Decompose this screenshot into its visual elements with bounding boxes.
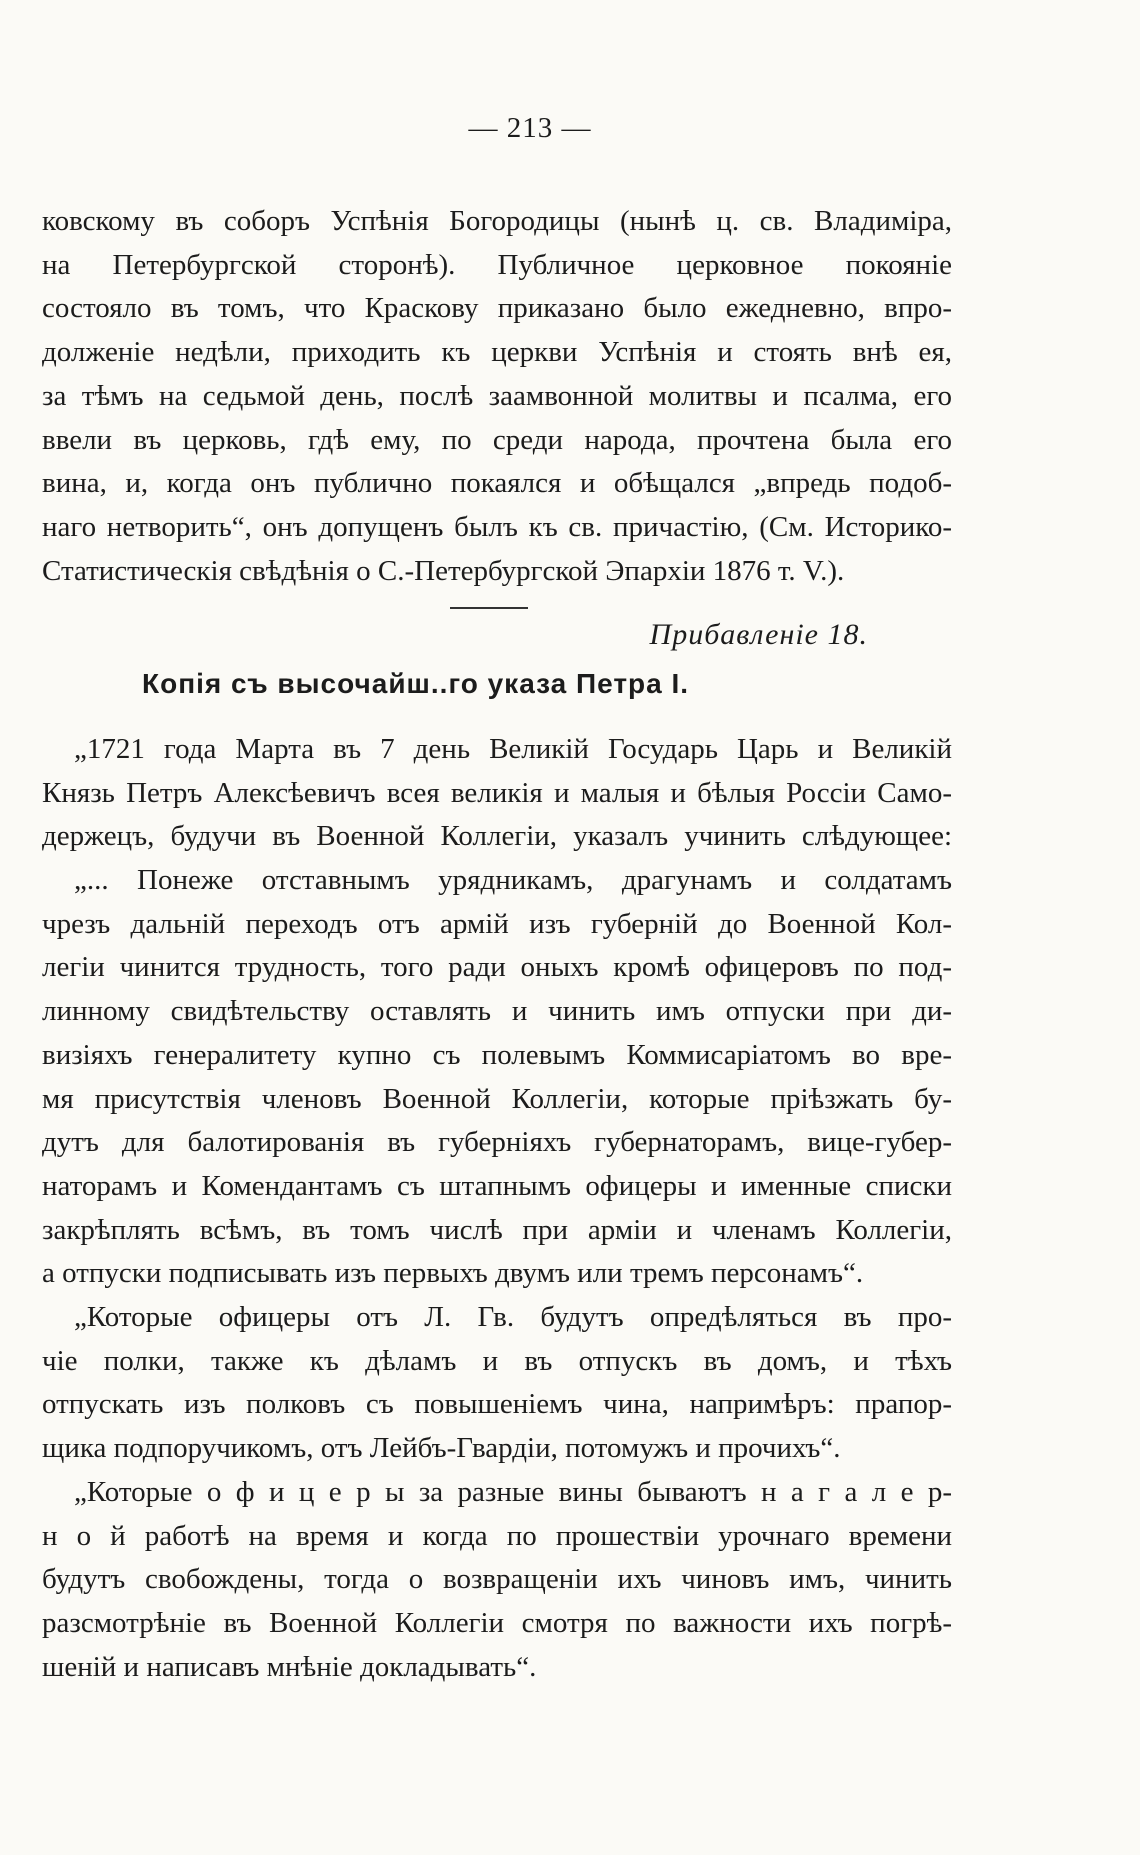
text-line: за тѣмъ на седьмой день, послѣ заамвонной молитвы и псалма, его bbox=[42, 379, 952, 412]
text-line: разсмотрѣніе въ Военной Коллегіи смотря по важности ихъ погрѣ- bbox=[42, 1607, 952, 1640]
text-line: линному свидѣтельству оставлять и чинить имъ отпуски при ди- bbox=[42, 995, 952, 1028]
text-line: „Которые офицеры отъ Л. Гв. будутъ опредѣляться въ про- bbox=[74, 1301, 952, 1333]
section-divider bbox=[450, 607, 528, 609]
text-line: вина, и, когда онъ публично покаялся и обѣщался „впредь подоб- bbox=[42, 467, 952, 500]
text-line: щика подпоручикомъ, отъ Лейбъ-Гвардіи, потомужъ и прочихъ“. bbox=[42, 1432, 841, 1465]
text-line: долженіе недѣли, приходить къ церкви Успѣнія и стоять внѣ ея, bbox=[42, 336, 952, 369]
text-line: чіе полки, также къ дѣламъ и въ отпускъ въ домъ, и тѣхъ bbox=[42, 1344, 952, 1377]
page-number: — 213 — bbox=[468, 112, 592, 144]
decree-paragraph-2 bbox=[42, 859, 952, 1296]
text-line: ковскому въ соборъ Успѣнія Богородицы (нынѣ ц. св. Владиміра, bbox=[42, 205, 952, 237]
text-line: держецъ, будучи въ Военной Коллегіи, указалъ учинить слѣдующее: bbox=[42, 820, 952, 853]
text-line: на Петербургской сторонѣ). Публичное церковное покояніе bbox=[42, 248, 952, 281]
text-line: чрезъ дальній переходъ отъ армій изъ губерній до Военной Кол- bbox=[42, 907, 952, 940]
text-line: „1721 года Марта въ 7 день Великій Государь Царь и Великій bbox=[74, 733, 952, 765]
decree-title: Копія съ высочайш..го указа Петра I. bbox=[142, 668, 690, 699]
decree-paragraph-4 bbox=[42, 1471, 952, 1690]
text-line: Статистическія свѣдѣнія о С.-Петербургской Эпархіи 1876 т. V.). bbox=[42, 554, 845, 587]
text-line: ввели въ церковь, гдѣ ему, по среди народа, прочтена была его bbox=[42, 423, 952, 456]
text-line: наторамъ и Комендантамъ съ штапнымъ офицеры и именные списки bbox=[42, 1169, 952, 1202]
text-line: н о й работѣ на время и когда по прошествіи урочнаго времени bbox=[42, 1519, 952, 1552]
appendix-label: Прибавленіе 18. bbox=[649, 618, 868, 651]
text-line: состояло въ томъ, что Краскову приказано было ежедневно, впро- bbox=[42, 292, 952, 325]
text-line: визіяхъ генералитету купно съ полевымъ Коммисаріатомъ во вре- bbox=[42, 1038, 952, 1071]
text-line: мя присутствія членовъ Военной Коллегіи, которые пріѣзжать бу- bbox=[42, 1082, 952, 1115]
text-line: легіи чинится трудность, того ради оныхъ кромѣ офицеровъ по под- bbox=[42, 951, 952, 984]
text-line: закрѣплять всѣмъ, въ томъ числѣ при арміи и членамъ Коллегіи, bbox=[42, 1213, 952, 1246]
text-line: шеній и написавъ мнѣніе докладывать“. bbox=[42, 1650, 537, 1683]
text-line: будутъ свобождены, тогда о возвращеніи ихъ чиновъ имъ, чинить bbox=[42, 1563, 952, 1596]
decree-paragraph-3 bbox=[42, 1296, 952, 1471]
text-line: дутъ для балотированія въ губерніяхъ губернаторамъ, вице-губер- bbox=[42, 1126, 952, 1159]
text-line: „... Понеже отставнымъ урядникамъ, драгунамъ и солдатамъ bbox=[74, 864, 952, 896]
decree-paragraph-1 bbox=[42, 728, 952, 859]
text-line: „Которые о ф и ц е р ы за разные вины бываютъ н а г а л е р- bbox=[74, 1476, 952, 1508]
text-line: наго нетворить“, онъ допущенъ былъ къ св. причастію, (См. Историко- bbox=[42, 510, 952, 543]
intro-paragraph bbox=[42, 200, 952, 593]
text-line: Князь Петръ Алексѣевичъ всея великія и малыя и бѣлыя Россіи Само- bbox=[42, 776, 952, 809]
text-line: отпускать изъ полковъ съ повышеніемъ чина, напримѣръ: прапор- bbox=[42, 1388, 952, 1421]
text-line: а отпуски подписывать изъ первыхъ двумъ или тремъ персонамъ“. bbox=[42, 1257, 864, 1290]
